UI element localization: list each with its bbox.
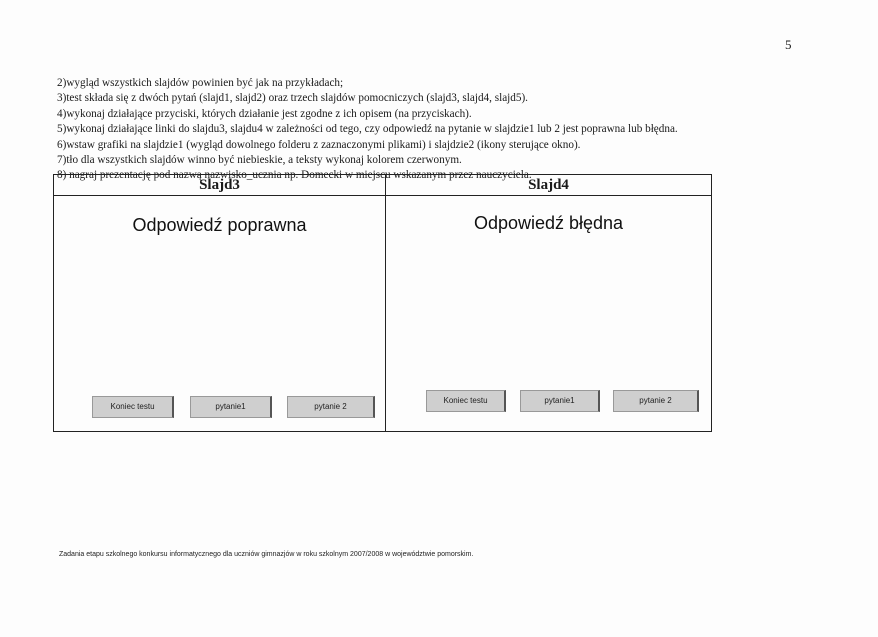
slides-table (53, 174, 712, 432)
slide-title: Slajd3 (54, 175, 385, 196)
question2-button[interactable]: pytanie 2 (287, 396, 375, 418)
slide-title: Slajd4 (386, 175, 711, 196)
instruction-item: 7)tło dla wszystkich slajdów winno być niebieskie, a teksty wykonaj kolorem czerwonym. (57, 154, 462, 167)
question1-button[interactable]: pytanie1 (520, 390, 600, 412)
slide-heading: Odpowiedź błędna (473, 213, 624, 233)
instructions-list (57, 76, 777, 184)
slide-heading: Odpowiedź poprawna (132, 215, 307, 235)
instruction-item: 8) nagraj prezentację pod nazwą nazwisko_ucznia np. Domecki w miejscu wskazanym przez nauczyciela. (57, 169, 532, 182)
instruction-item: 6)wstaw grafiki na slajdzie1 (wygląd dowolnego folderu z zaznaczonymi plikami) i slajdzie2 (ikony sterujące okno). (57, 138, 581, 151)
end-test-button[interactable]: Koniec testu (426, 390, 506, 412)
slide-column-slajd4 (386, 175, 711, 431)
instruction-item: 4)wykonaj działające przyciski, których działanie jest zgodne z ich opisem (na przyciskach). (57, 107, 472, 120)
question1-button[interactable]: pytanie1 (190, 396, 272, 418)
page-number: 5 (785, 37, 792, 52)
instruction-item: 5)wykonaj działające linki do slajdu3, slajdu4 w zależności od tego, czy odpowiedź na pytanie w slajdzie1 lub 2 jest poprawna lub błędna. (57, 123, 678, 136)
slide-column-slajd3 (54, 175, 386, 431)
instruction-item: 2)wygląd wszystkich slajdów powinien być jak na przykładach; (57, 77, 344, 89)
end-test-button[interactable]: Koniec testu (92, 396, 174, 418)
footer-note: Zadania etapu szkolnego konkursu informatycznego dla uczniów gimnazjów w roku szkolnym 2007/2008 w województwie pomorskim. (59, 551, 474, 558)
question2-button[interactable]: pytanie 2 (613, 390, 699, 412)
instruction-item: 3)test składa się z dwóch pytań (slajd1, slajd2) oraz trzech slajdów pomocniczych (slajd3, slajd4, slajd5). (57, 92, 528, 105)
